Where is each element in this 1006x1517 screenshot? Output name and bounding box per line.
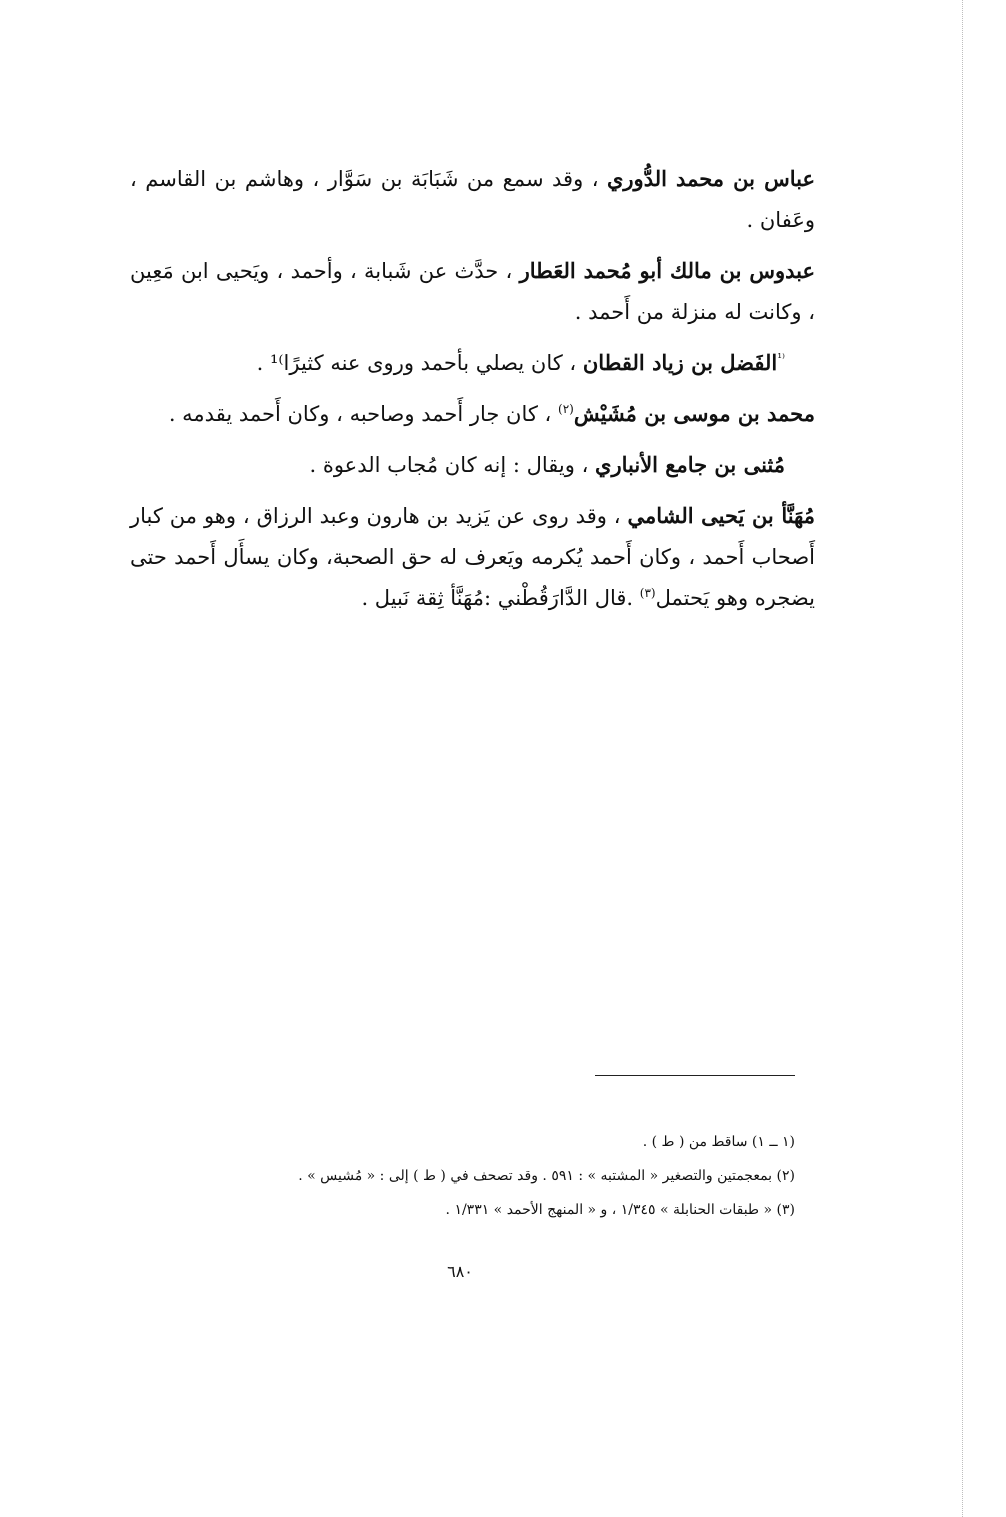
entry-name: الفَضل بن زياد القطان [582, 350, 778, 375]
footnote-3: (٣) « طبقات الحنابلة » ١/٣٤٥ ، و « المنهج الأحمد » ١/٣٣١ . [445, 1202, 795, 1218]
entry-name: عباس بن محمد الدُّوري [606, 166, 815, 191]
footnote-marker-close: ⁾¹ . [256, 351, 284, 375]
footnote-2: (٢) بمعجمتين والتصغير « المشتبه » : ٥٩١ . وقد تصحف في ( ط ) إلى : « مُشيس » . [298, 1168, 795, 1184]
footnote-ref: (٢) [558, 402, 574, 416]
biography-entries [130, 158, 815, 628]
entry-text-continued: .قال الدَّارَقُطْني :مُهَنَّأ ثِقة نَبيل . [361, 586, 640, 610]
entry-text: ، ويقال : إنه كان مُجاب الدعوة . [309, 453, 596, 477]
footnote-separator [595, 1075, 795, 1076]
entry-name: عبدوس بن مالك أبو مُحمد العَطار [519, 258, 815, 283]
entry-muhanna [130, 495, 815, 619]
entry-text: ، كان جار أَحمد وصاحبه ، وكان أَحمد يقدمه . [168, 402, 558, 426]
entry-abbas [130, 158, 815, 241]
entry-text: ، كان يصلي بأحمد وروى عنه كثيرًا [283, 351, 583, 375]
entry-text: ، حدَّث عن شَبابة ، وأحمد ، ويَحيى ابن مَعِين ، وكانت له منزلة من أَحمد . [130, 259, 815, 324]
entry-name: مُثنى بن جامع الأنباري [595, 452, 785, 477]
entry-name: مُهَنَّأ بن يَحيى الشامي [627, 503, 815, 528]
footnote-marker-open: ⁽¹ [777, 351, 785, 365]
entry-text: ، وقد روى عن يَزيد بن هارون وعبد الرزاق ، وهو من كبار أَصحاب أَحمد ، وكان أَحمد يُكرمه ويَعرف له حق الصحبة، وكان يسأَل أَحمد حتى يضجره وهو يَحتمل [130, 504, 815, 610]
page-edge-line [962, 0, 963, 1517]
entry-text: ، وقد سمع من شَبَابَة بن سَوَّار ، وهاشم بن القاسم ، وعَفان . [130, 167, 815, 232]
footnotes [200, 1125, 795, 1227]
entry-muthanna [130, 444, 815, 486]
entry-muhammad [130, 393, 815, 435]
entry-abdus [130, 250, 815, 333]
entry-name: محمد بن موسى بن مُشَيْش [573, 401, 815, 426]
entry-fadl [130, 342, 815, 384]
footnote-ref: (٣) [639, 586, 656, 600]
page-number: ٦٨٠ [447, 1262, 473, 1281]
footnote-1: (١ ــ ١) ساقط من ( ط ) . [642, 1134, 795, 1150]
